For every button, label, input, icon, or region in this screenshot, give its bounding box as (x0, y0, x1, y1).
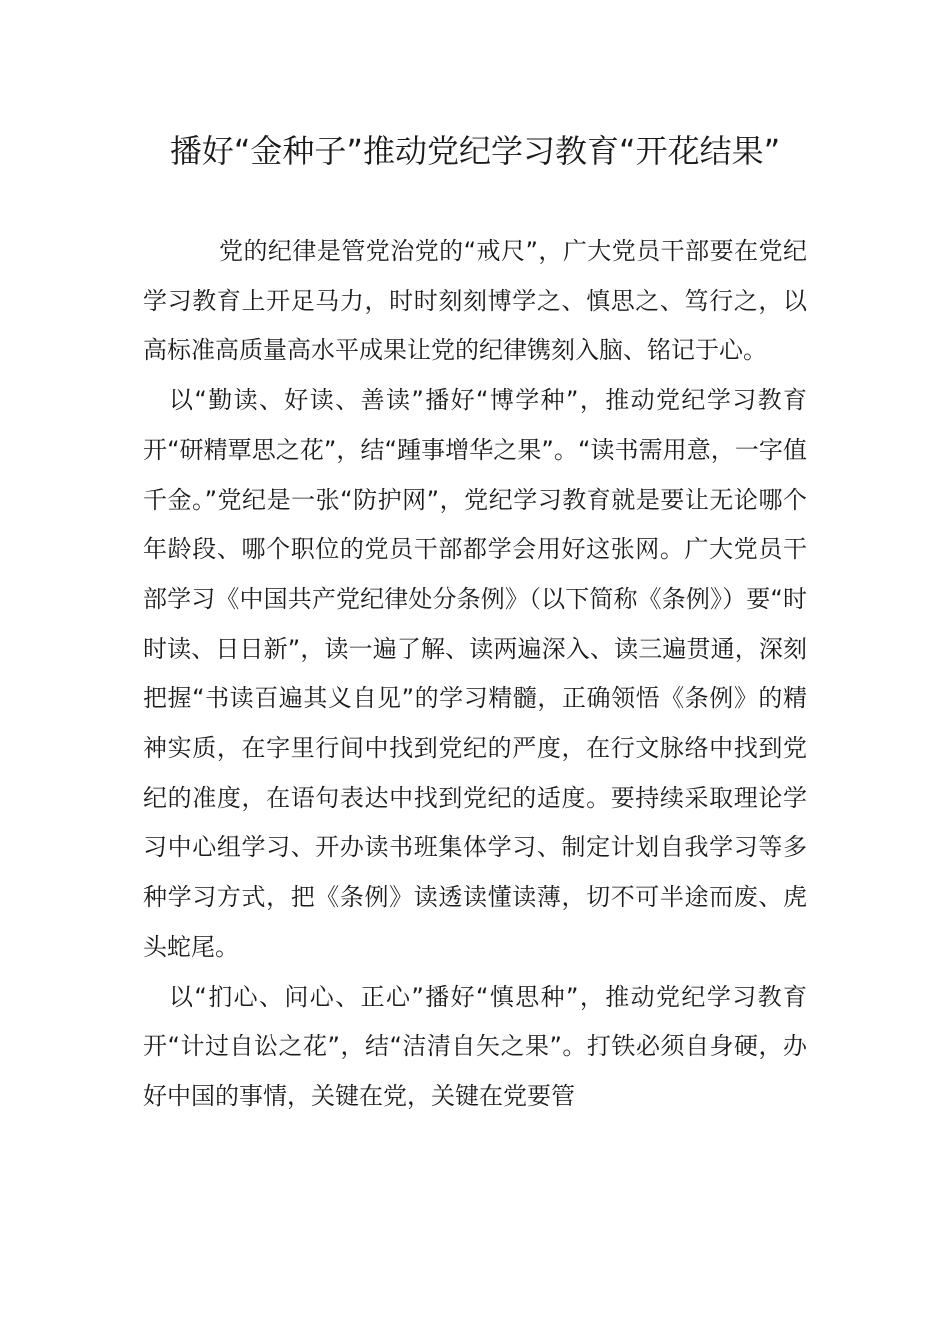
document-title: 播好“金种子”推动党纪学习教育“开花结果” (169, 132, 781, 170)
document-body (143, 227, 807, 1122)
paragraph-intro: 党的纪律是管党治党的“戒尺”，广大党员干部要在党纪学习教育上开足马力，时时刻刻博学之、慎思之、笃行之，以高标准高质量高水平成果让党的纪律镌刻入脑、铭记于心。 (143, 237, 807, 365)
paragraph-study-seed: 以“勤读、好读、善读”播好“博学种”，推动党纪学习教育开“研精覃思之花”，结“踵事增华之果”。“读书需用意，一字值千金。”党纪是一张“防护网”，党纪学习教育就是要让无论哪个年龄段、哪个职位的党员干部都学会用好这张网。广大党员干部学习《中国共产党纪律处分条例》（以下简称《条例》）要“时时读、日日新”，读一遍了解、读两遍深入、读三遍贯通，深刻把握“书读百遍其义自见”的学习精髓，正确领悟《条例》的精神实质，在字里行间中找到党纪的严度，在行文脉络中找到党纪的准度，在语句表达中找到党纪的适度。要持续采取理论学习中心组学习、开办读书班集体学习、制定计划自我学习等多种学习方式，把《条例》读透读懂读薄，切不可半途而废、虎头蛇尾。 (143, 386, 807, 961)
paragraph-reflection-seed: 以“扪心、问心、正心”播好“慎思种”，推动党纪学习教育开“计过自讼之花”，结“洁清自矢之果”。打铁必须自身硬，办好中国的事情，关键在党，关键在党要管 (143, 982, 807, 1110)
